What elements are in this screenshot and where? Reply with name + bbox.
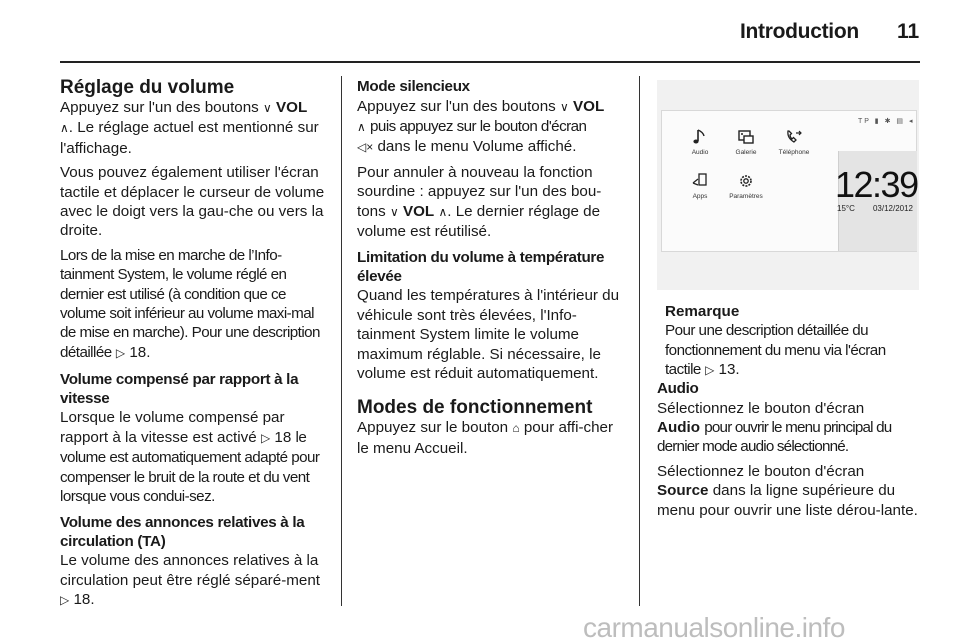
paragraph: Vous pouvez également utiliser l'écran tactile et déplacer le curseur de volume avec le doigt vers la gau-che ou vers la droite. <box>60 164 325 240</box>
paragraph: Appuyez sur l'un des boutons ∨ VOL ∧ puis appuyez sur le bouton d'écran ◁× dans le menu Volume affiché. <box>357 97 605 156</box>
tile-phone: Téléphone <box>772 127 816 156</box>
phone-icon <box>784 127 804 147</box>
paragraph: Appuyez sur le bouton ⌂ pour affi-cher le menu Accueil. <box>357 419 614 457</box>
paragraph: Pour annuler à nouveau la fonction sourdine : appuyez sur l'un des bou-tons ∨ VOL ∧. Le dernier réglage de volume est réutilisé. <box>357 163 602 240</box>
mute-icon: ◁× <box>357 140 374 155</box>
column-2 <box>357 78 623 463</box>
paragraph: Sélectionnez le bouton d'écran Audio pour ouvrir le menu principal du dernier mode audio sélectionné. <box>657 399 892 456</box>
vol-down-icon: ∨ <box>560 99 569 114</box>
vol-up-icon: ∧ <box>357 119 366 134</box>
note-text: Pour une description détaillée du fonctionnement du menu via l'écran tactile ▷ 13. <box>665 322 886 379</box>
tile-gallery: Galerie <box>724 127 768 156</box>
apps-icon <box>690 171 710 191</box>
tile-settings: Paramètres <box>724 171 768 200</box>
page-header <box>0 0 960 60</box>
gear-icon <box>736 171 756 191</box>
column-1 <box>60 78 326 616</box>
header-title: Introduction <box>740 20 859 43</box>
subheading: Limitation du volume à température élevée <box>357 249 605 285</box>
section-title-modes: Modes de fonctionnement <box>357 397 593 419</box>
note-box <box>665 302 919 381</box>
header-rule <box>60 61 920 63</box>
subheading: Mode silencieux <box>357 78 470 95</box>
page-ref-icon: ▷ <box>705 363 715 378</box>
column-3-text <box>657 380 921 525</box>
page-ref-icon: ▷ <box>60 593 70 608</box>
clock-details: 15°C 03/12/2012 <box>837 204 913 213</box>
vol-up-icon: ∧ <box>438 204 448 219</box>
subheading: Volume compensé par rapport à la vitesse <box>60 371 299 407</box>
page-ref-icon: ▷ <box>115 345 126 360</box>
subheading: Volume des annonces relatives à la circulation (TA) <box>60 514 305 550</box>
tile-apps: Apps <box>678 171 722 200</box>
home-icon: ⌂ <box>512 421 520 436</box>
paragraph: Lorsque le volume compensé par rapport à la vitesse est activé ▷ 18 le volume est automatiquement adapté pour compenser le bruit de la route et du vent lorsque vous condui-sez. <box>60 409 320 505</box>
page-number: 11 <box>897 20 920 43</box>
paragraph: Le volume des annonces relatives à la circulation peut être réglé séparé-ment ▷ 18. <box>60 552 321 609</box>
vol-down-icon: ∨ <box>389 204 399 219</box>
column-divider-2 <box>639 76 640 606</box>
tile-audio: Audio <box>678 127 722 156</box>
column-divider-1 <box>341 76 342 606</box>
page-ref-icon: ▷ <box>260 430 271 445</box>
paragraph: Lors de la mise en marche de l’Info-tainment System, le volume réglé en dernier est utilisé (à condition que ce volume soit inférieur au volume maxi-mal de mise en marche). Pour une description détaillée ▷ 18. <box>60 246 320 361</box>
clock-time: 12:39 <box>835 164 918 205</box>
paragraph: Sélectionnez le bouton d'écran Source dans la ligne supérieure du menu pour ouvrir une liste dérou-lante. <box>657 462 918 519</box>
watermark: carmanualsonline.info <box>583 612 845 643</box>
paragraph: Appuyez sur l'un des boutons ∨ VOL ∧. Le réglage actuel est mentionné sur l'affichage. <box>60 99 319 157</box>
paragraph: Quand les températures à l'intérieur du véhicule sont très élevées, l'Info-tainment System limite le volume maximum réglable. Si nécessaire, le volume est réduit automatiquement. <box>357 287 620 382</box>
section-title-volume: Réglage du volume <box>60 77 235 98</box>
vol-down-icon: ∨ <box>263 101 272 115</box>
screen-illustration <box>657 80 919 290</box>
vol-up-icon: ∧ <box>60 121 69 136</box>
note-label: Remarque <box>665 303 740 320</box>
status-bar: TP ▮ ✱ ▤ ◂ <box>858 118 915 125</box>
subheading: Audio <box>657 380 699 397</box>
gallery-icon <box>736 127 756 147</box>
music-note-icon <box>690 127 710 147</box>
